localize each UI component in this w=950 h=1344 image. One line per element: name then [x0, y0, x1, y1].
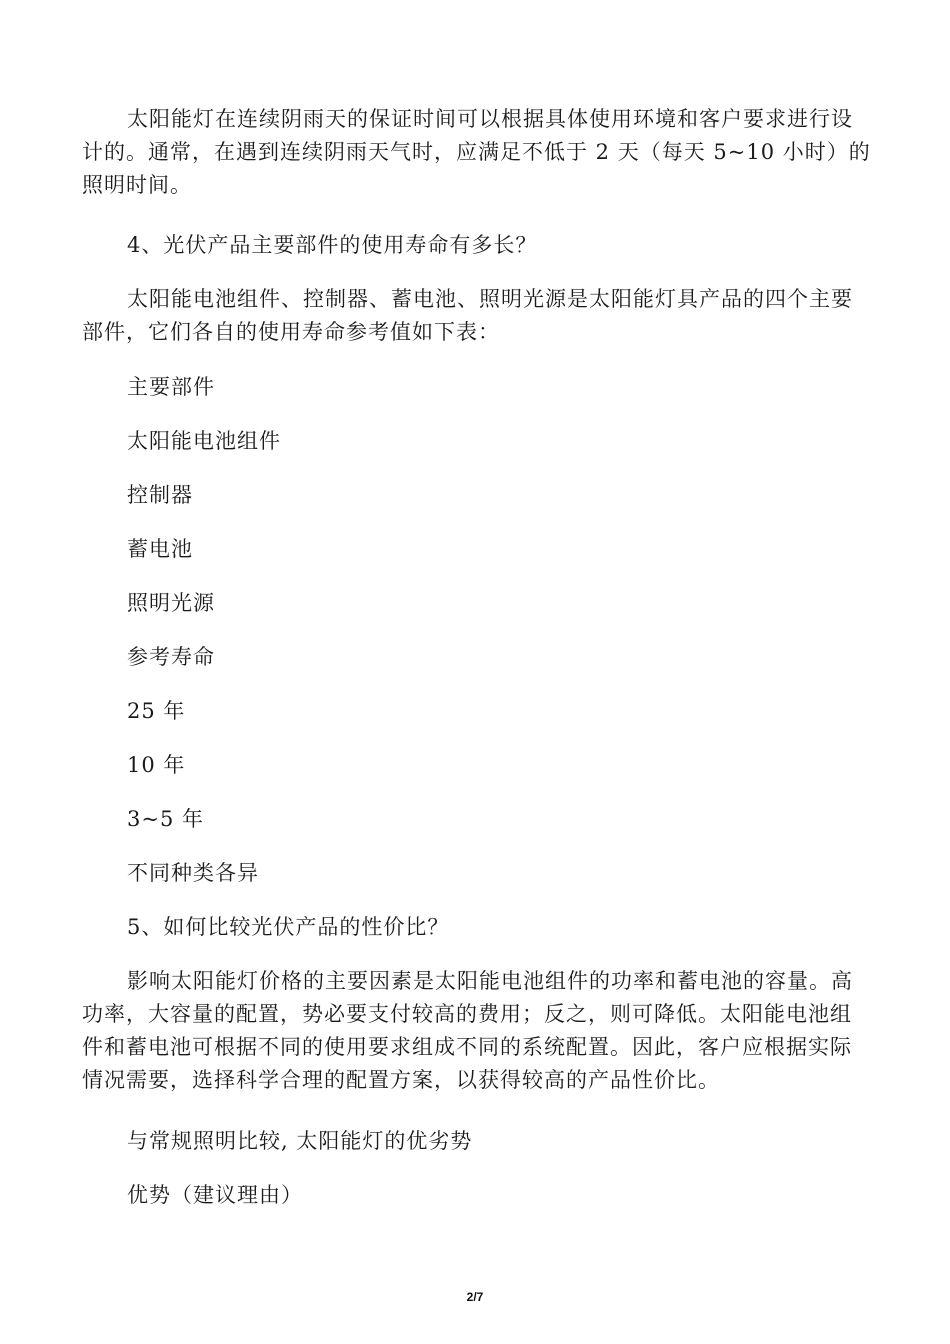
paragraph-cost-performance: 影响太阳能灯价格的主要因素是太阳能电池组件的功率和蓄电池的容量。高功率，大容量的配置，势必要支付较高的费用；反之，则可降低。太阳能电池组件和蓄电池可根据不同的使用要求组成不同的系统配置。因此，客户应根据实际情况需要，选择科学合理的配置方案，以获得较高的产品性价比。: [82, 969, 853, 1092]
advantage-heading: 优势（建议理由）: [127, 1183, 303, 1207]
question-4: 4、光伏产品主要部件的使用寿命有多长？: [127, 233, 538, 257]
paragraph-rainy-days: 太阳能灯在连续阴雨天的保证时间可以根据具体使用环境和客户要求进行设计的。通常，在遇到连续阴雨天气时，应满足不低于 2 天（每天 5~10 小时）的照明时间。: [82, 107, 871, 197]
table-component-solar-module: 太阳能电池组件: [127, 429, 281, 453]
table-life-light-source: 不同种类各异: [127, 861, 259, 885]
table-life-solar-module: 25 年: [127, 699, 186, 723]
table-component-light-source: 照明光源: [127, 591, 215, 615]
table-life-controller: 10 年: [127, 753, 186, 777]
table-component-controller: 控制器: [127, 483, 193, 507]
page-number: 2/7: [466, 1290, 484, 1304]
comparison-heading: 与常规照明比较, 太阳能灯的优劣势: [127, 1129, 473, 1153]
question-5: 5、如何比较光伏产品的性价比？: [127, 915, 450, 939]
paragraph-components-intro: 太阳能电池组件、控制器、蓄电池、照明光源是太阳能灯具产品的四个主要部件，它们各自的使用寿命参考值如下表：: [82, 287, 853, 344]
table-header-component: 主要部件: [127, 375, 215, 399]
table-component-battery: 蓄电池: [127, 537, 193, 561]
table-life-battery: 3~5 年: [127, 807, 204, 831]
table-header-life: 参考寿命: [127, 645, 215, 669]
